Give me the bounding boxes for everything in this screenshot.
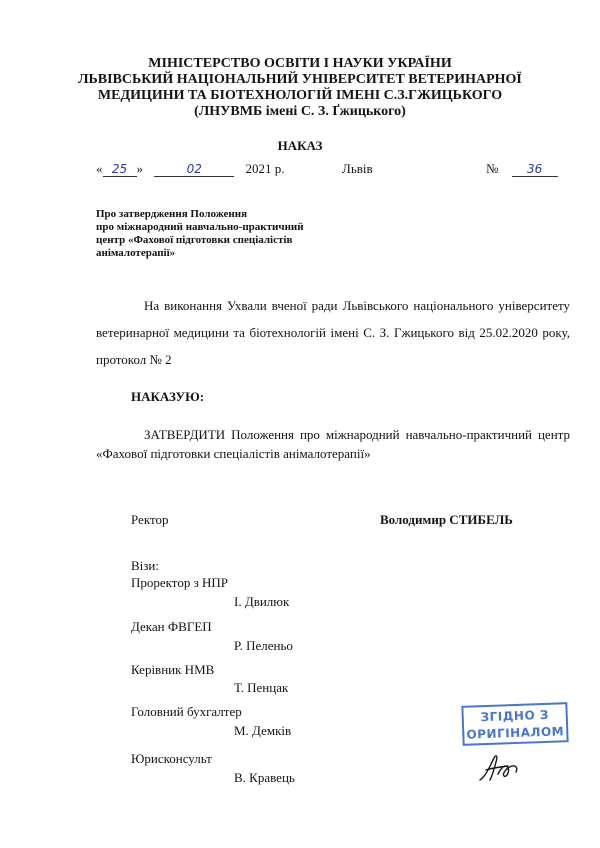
open-quote: «: [96, 161, 103, 176]
header-abbreviation: (ЛНУВМБ імені С. З. Ґжицького): [194, 104, 406, 119]
number-field: [486, 161, 558, 177]
date-day: 25: [103, 162, 137, 177]
stamp-line: ОРИГІНАЛОМ: [466, 724, 565, 742]
approval-name: Т. Пенцак: [234, 680, 289, 695]
order-number: 36: [512, 162, 558, 177]
city: Львів: [342, 161, 373, 176]
header-ministry: МІНІСТЕРСТВО ОСВІТИ І НАУКИ УКРАЇНИ: [148, 56, 452, 71]
subject-line: центр «Фахової підготовки спеціалістів: [96, 234, 293, 246]
date-year: 2021 р.: [245, 161, 285, 176]
document-title: НАКАЗ: [277, 138, 323, 153]
approval-role: Керівник НМВ: [131, 662, 215, 677]
decision-paragraph: [96, 425, 570, 463]
certified-copy-stamp: [461, 702, 568, 746]
signatory-name: Володимир СТИБЕЛЬ: [380, 512, 513, 527]
date-field: [96, 161, 285, 177]
approval-name: І. Двилюк: [234, 594, 290, 609]
approval-role: Декан ФВГЕП: [131, 619, 212, 634]
subject-line: анімалотерапії»: [96, 247, 176, 259]
intro-paragraph: [96, 292, 570, 373]
intro-text: На виконання Ухвали вченої ради Львівського національного університету ветеринарної медицини та біотехнологій імені С. З. Гжицького від 25.02.2020 року, протокол № 2: [96, 298, 570, 367]
approval-name: Р. Пеленьо: [234, 638, 293, 653]
subject-line: Про затвердження Положення: [96, 208, 248, 220]
order-subject: [96, 208, 356, 260]
subject-line: про міжнародний навчально-практичний: [96, 221, 304, 233]
approval-role: Головний бухгалтер: [131, 704, 242, 719]
signatory-role: Ректор: [131, 512, 169, 527]
approval-role: Проректор з НПР: [131, 575, 228, 590]
header-university: ЛЬВІВСЬКИЙ НАЦІОНАЛЬНИЙ УНІВЕРСИТЕТ ВЕТЕРИНАРНОЇ: [78, 72, 522, 87]
number-label: №: [486, 161, 499, 176]
order-word: НАКАЗУЮ:: [131, 389, 205, 404]
approval-name: М. Демків: [234, 723, 292, 738]
close-quote: »: [136, 161, 143, 176]
stamp-line: ЗГІДНО З: [480, 707, 550, 725]
header-university-cont: МЕДИЦИНИ ТА БІОТЕХНОЛОГІЙ ІМЕНІ С.З.ГЖИЦЬКОГО: [97, 88, 503, 103]
document-header: [0, 56, 600, 120]
handwritten-signature-icon: [476, 752, 522, 786]
approval-name: В. Кравець: [234, 770, 295, 785]
approvals-label: Візи:: [131, 558, 159, 573]
approval-role: Юрисконсульт: [131, 751, 212, 766]
decision-text: ЗАТВЕРДИТИ Положення про міжнародний навчально-практичний центр «Фахової підготовки спеціалістів анімалотерапії»: [96, 427, 570, 461]
date-month: 02: [154, 162, 234, 177]
